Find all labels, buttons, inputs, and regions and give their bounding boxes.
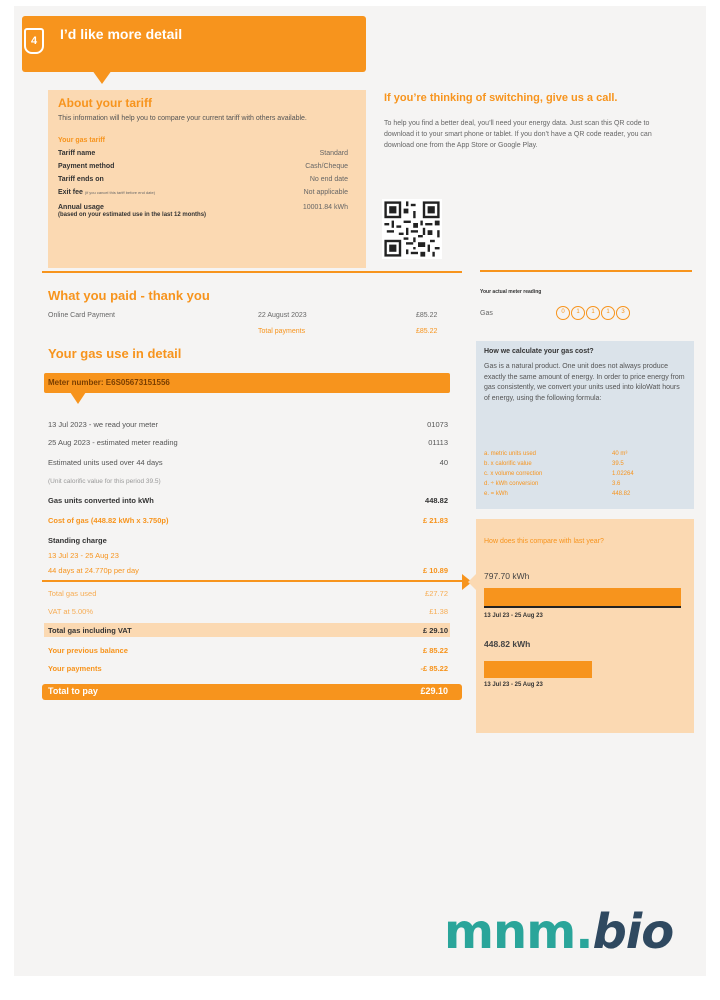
payment-date: 22 August 2023 — [258, 312, 307, 319]
formula-value: 1.02264 — [612, 471, 634, 477]
comparison-panel — [476, 519, 694, 733]
tariff-row — [58, 163, 348, 170]
standing-charge-row — [48, 566, 448, 575]
calorific-note-row — [48, 478, 448, 485]
formula-label: b. x calorific value — [484, 461, 532, 467]
page-title: I’d like more detail — [60, 26, 183, 42]
comparison-date-last-year: 13 Jul 23 - 25 Aug 23 — [484, 613, 543, 619]
meter-dial: 1 — [571, 306, 585, 320]
cost-value: £ 21.83 — [422, 516, 448, 525]
tariff-row-value: Standard — [319, 150, 348, 157]
header-band — [22, 16, 366, 72]
calculation-text: Gas is a natural product. One unit does not always produce exactly the same amount of energy. In order to price energy from gas consistently, we convert your units used into kiloWatt hours of energy, using the following formula: — [484, 363, 685, 402]
total-incl-vat-row — [48, 626, 448, 635]
vat-label: VAT at 5.00% — [48, 607, 94, 616]
tariff-row-key — [58, 204, 206, 218]
tariff-row-key — [58, 189, 155, 196]
qr-code[interactable] — [382, 199, 442, 259]
comparison-title: How does this compare with last year? — [484, 538, 604, 545]
brand-logo-part2: bio — [592, 904, 674, 960]
formula-label: d. ÷ kWh conversion — [484, 481, 539, 487]
calorific-note: (Unit calorific value for this period 39.5) — [48, 478, 161, 485]
comparison-value-last-year: 797.70 kWh — [484, 571, 530, 581]
meter-reading-fuel: Gas — [480, 310, 493, 317]
meter-reading-title: Your actual meter reading — [480, 289, 542, 295]
converted-row — [48, 496, 448, 505]
formula-row — [484, 481, 664, 487]
annual-usage-note: (based on your estimated use in the last 12 months) — [58, 212, 207, 218]
formula-value: 40 m³ — [612, 451, 628, 457]
tariff-panel — [48, 90, 366, 268]
total-to-pay-value: £29.10 — [420, 686, 448, 696]
formula-row — [484, 471, 664, 477]
total-incl-vat-label: Total gas including VAT — [48, 626, 132, 635]
meter-pointer — [70, 392, 86, 404]
tariff-row-value: Not applicable — [303, 189, 348, 196]
cost-label: Cost of gas (448.82 kWh x 3.750p) — [48, 516, 169, 525]
reading-label: 13 Jul 2023 - we read your meter — [48, 420, 159, 429]
tariff-row — [58, 176, 348, 183]
tariff-row — [58, 204, 348, 218]
comparison-bar-this-year — [484, 661, 592, 678]
total-to-pay-label: Total to pay — [48, 686, 98, 696]
brand-logo-part1: mnm. — [444, 904, 593, 960]
tariff-row-value: 10001.84 kWh — [302, 204, 348, 211]
tariff-subtitle: Your gas tariff — [58, 137, 105, 144]
tariff-row-value: Cash/Cheque — [305, 163, 348, 170]
comparison-pointer — [468, 574, 476, 590]
previous-balance-row — [48, 646, 448, 655]
formula-label: c. x volume correction — [484, 471, 543, 477]
total-to-pay-row — [48, 686, 448, 696]
switching-text: To help you find a better deal, you’ll need your energy data. Just scan this QR code to download it to your smart phone or tablet. If you don’t have a QR code reader, you can download one from the App Store or Google Play. — [384, 120, 652, 149]
exit-fee-label: Exit fee — [58, 189, 83, 196]
formula-value: 39.5 — [612, 461, 624, 467]
standing-charge-title: Standing charge — [48, 536, 107, 545]
comparison-value-this-year: 448.82 kWh — [484, 639, 531, 649]
meter-dial: 3 — [616, 306, 630, 320]
tariff-row — [58, 189, 348, 196]
converted-value: 448.82 — [425, 496, 448, 505]
formula-row — [484, 451, 664, 457]
header-pointer — [92, 70, 112, 84]
switching-title: If you’re thinking of switching, give us a call. — [384, 92, 618, 104]
tariff-title: About your tariff — [58, 96, 152, 110]
reading-value: 01113 — [428, 438, 448, 447]
formula-row — [484, 491, 664, 497]
reading-value: 40 — [439, 458, 448, 467]
bill-page — [14, 6, 706, 976]
section-divider — [480, 270, 692, 272]
reading-row — [48, 420, 448, 429]
reading-label: Estimated units used over 44 days — [48, 458, 163, 467]
total-gas-used-label: Total gas used — [48, 589, 97, 598]
tariff-row — [58, 150, 348, 157]
previous-balance-value: £ 85.22 — [422, 646, 448, 655]
meter-dial: 0 — [556, 306, 570, 320]
tariff-row-key: Tariff name — [58, 150, 96, 157]
your-payments-row — [48, 664, 448, 673]
cost-row — [48, 516, 448, 525]
calculation-title: How we calculate your gas cost? — [484, 348, 594, 355]
page-number-badge: 4 — [24, 28, 44, 54]
comparison-axis — [484, 606, 681, 608]
tariff-row-value: No end date — [309, 176, 348, 183]
your-payments-value: -£ 85.22 — [420, 664, 448, 673]
reading-value: 01073 — [427, 420, 448, 429]
calculation-panel — [476, 341, 694, 509]
meter-number: Meter number: E6S05673151556 — [48, 378, 170, 387]
payment-method: Online Card Payment — [48, 312, 115, 319]
previous-balance-label: Your previous balance — [48, 646, 128, 655]
total-payments-label: Total payments — [258, 328, 306, 335]
payments-title: What you paid - thank you — [48, 288, 210, 303]
standing-charge-value: £ 10.89 — [422, 566, 448, 575]
payment-amount: £85.22 — [416, 312, 438, 319]
meter-dials — [556, 306, 630, 320]
meter-dial: 1 — [586, 306, 600, 320]
qr-code-icon — [382, 199, 442, 259]
converted-label: Gas units converted into kWh — [48, 496, 154, 505]
vat-row — [48, 607, 448, 616]
section-divider — [42, 580, 462, 582]
total-gas-used-row — [48, 589, 448, 598]
formula-row — [484, 461, 664, 467]
tariff-row-key: Tariff ends on — [58, 176, 104, 183]
standing-charge-line: 44 days at 24.770p per day — [48, 566, 139, 575]
annual-usage-label: Annual usage — [58, 204, 104, 211]
meter-dial: 1 — [601, 306, 615, 320]
vat-value: £1.38 — [429, 607, 448, 616]
formula-value: 3.6 — [612, 481, 621, 487]
total-incl-vat-value: £ 29.10 — [422, 626, 448, 635]
total-gas-used-value: £27.72 — [425, 589, 448, 598]
section-divider — [42, 271, 462, 273]
formula-label: a. metric units used — [484, 451, 537, 457]
reading-row — [48, 458, 448, 467]
exit-fee-note: (if you cancel this tariff before end date) — [84, 190, 156, 195]
reading-label: 25 Aug 2023 - estimated meter reading — [48, 438, 178, 447]
your-payments-label: Your payments — [48, 664, 102, 673]
reading-row — [48, 438, 448, 447]
formula-value: 448.82 — [612, 491, 631, 497]
gas-use-title: Your gas use in detail — [48, 346, 182, 361]
comparison-bar-last-year — [484, 588, 681, 606]
tariff-intro: This information will help you to compare your current tariff with others available. — [58, 115, 307, 122]
total-payments-value: £85.22 — [416, 328, 438, 335]
brand-logo — [444, 904, 673, 960]
tariff-row-key: Payment method — [58, 163, 115, 170]
standing-charge-dates: 13 Jul 23 - 25 Aug 23 — [48, 551, 119, 560]
comparison-date-this-year: 13 Jul 23 - 25 Aug 23 — [484, 682, 543, 688]
formula-label: e. = kWh — [484, 491, 508, 497]
